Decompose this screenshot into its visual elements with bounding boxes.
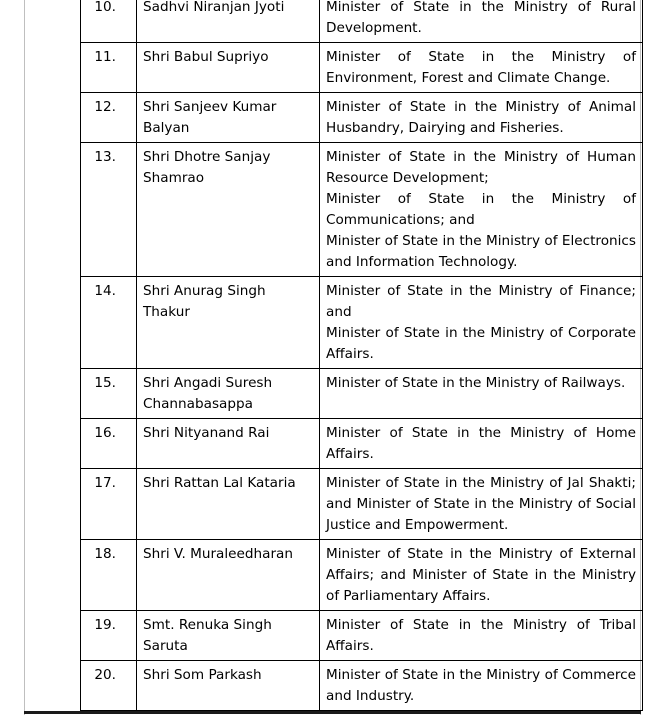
ministers-table	[80, 0, 643, 711]
table-row	[81, 43, 643, 93]
table-row	[81, 540, 643, 611]
portfolio-cell	[320, 277, 643, 369]
portfolio-line: Minister of State in the Ministry of Commerce and Industry.	[326, 667, 636, 704]
serial-number: 12.	[94, 99, 116, 115]
portfolio-line: Minister of State in the Ministry of Communications; and	[326, 191, 636, 228]
serial-number-cell	[81, 540, 137, 611]
minister-name: Shri Babul Supriyo	[137, 43, 320, 93]
serial-number-cell	[81, 661, 137, 711]
portfolio-line: Minister of State in the Ministry of External Affairs; and Minister of State in the Ministry of Parliamentary Affairs.	[326, 546, 636, 604]
table-row	[81, 369, 643, 419]
minister-name: Shri Angadi Suresh Channabasappa	[137, 369, 320, 419]
table-row	[81, 277, 643, 369]
table-row	[81, 419, 643, 469]
minister-name: Sadhvi Niranjan Jyoti	[137, 0, 320, 43]
serial-number-cell	[81, 469, 137, 540]
portfolio-cell	[320, 43, 643, 93]
portfolio-cell	[320, 143, 643, 277]
serial-number: 18.	[94, 546, 116, 562]
table-row	[81, 611, 643, 661]
table-row	[81, 143, 643, 277]
page-bottom-border	[24, 711, 641, 714]
minister-name: Shri Anurag Singh Thakur	[137, 277, 320, 369]
serial-number: 13.	[94, 149, 116, 165]
portfolio-line: Minister of State in the Ministry of Corporate Affairs.	[326, 325, 636, 362]
portfolio-cell	[320, 419, 643, 469]
serial-number: 16.	[94, 425, 116, 441]
portfolio-cell	[320, 611, 643, 661]
minister-name: Shri Sanjeev Kumar Balyan	[137, 93, 320, 143]
serial-number-cell	[81, 93, 137, 143]
portfolio-cell	[320, 0, 643, 43]
minister-name: Shri V. Muraleedharan	[137, 540, 320, 611]
serial-number-cell	[81, 369, 137, 419]
table-row	[81, 469, 643, 540]
ministers-table-body	[81, 0, 643, 711]
table-row	[81, 661, 643, 711]
minister-name: Shri Rattan Lal Kataria	[137, 469, 320, 540]
serial-number: 11.	[94, 49, 116, 65]
portfolio-line: Minister of State in the Ministry of Animal Husbandry, Dairying and Fisheries.	[326, 99, 636, 136]
serial-number: 14.	[94, 283, 116, 299]
portfolio-line: Minister of State in the Ministry of Home Affairs.	[326, 425, 636, 462]
serial-number-cell	[81, 43, 137, 93]
minister-name: Smt. Renuka Singh Saruta	[137, 611, 320, 661]
portfolio-line: Minister of State in the Ministry of Human Resource Development;	[326, 149, 636, 186]
serial-number: 10.	[94, 0, 116, 15]
table-row	[81, 0, 643, 43]
serial-number: 20.	[94, 667, 116, 683]
portfolio-line: Minister of State in the Ministry of Railways.	[326, 375, 626, 391]
serial-number-cell	[81, 143, 137, 277]
minister-name: Shri Som Parkash	[137, 661, 320, 711]
portfolio-cell	[320, 661, 643, 711]
portfolio-cell	[320, 93, 643, 143]
serial-number-cell	[81, 419, 137, 469]
portfolio-line: Minister of State in the Ministry of Tribal Affairs.	[326, 617, 636, 654]
minister-name: Shri Dhotre Sanjay Shamrao	[137, 143, 320, 277]
portfolio-cell	[320, 540, 643, 611]
serial-number: 15.	[94, 375, 116, 391]
portfolio-line: Minister of State in the Ministry of Finance; and	[326, 283, 636, 320]
portfolio-line: Minister of State in the Ministry of Jal Shakti; and Minister of State in the Ministry of Social Justice and Empowerment.	[326, 475, 636, 533]
serial-number: 17.	[94, 475, 116, 491]
portfolio-line: Minister of State in the Ministry of Electronics and Information Technology.	[326, 233, 636, 270]
minister-name: Shri Nityanand Rai	[137, 419, 320, 469]
serial-number-cell	[81, 611, 137, 661]
portfolio-line: Minister of State in the Ministry of Rural Development.	[326, 0, 636, 36]
serial-number-cell	[81, 277, 137, 369]
portfolio-line: Minister of State in the Ministry of Environment, Forest and Climate Change.	[326, 49, 636, 86]
portfolio-cell	[320, 369, 643, 419]
table-row	[81, 93, 643, 143]
page-left-border	[24, 0, 25, 715]
serial-number-cell	[81, 0, 137, 43]
serial-number: 19.	[94, 617, 116, 633]
portfolio-cell	[320, 469, 643, 540]
